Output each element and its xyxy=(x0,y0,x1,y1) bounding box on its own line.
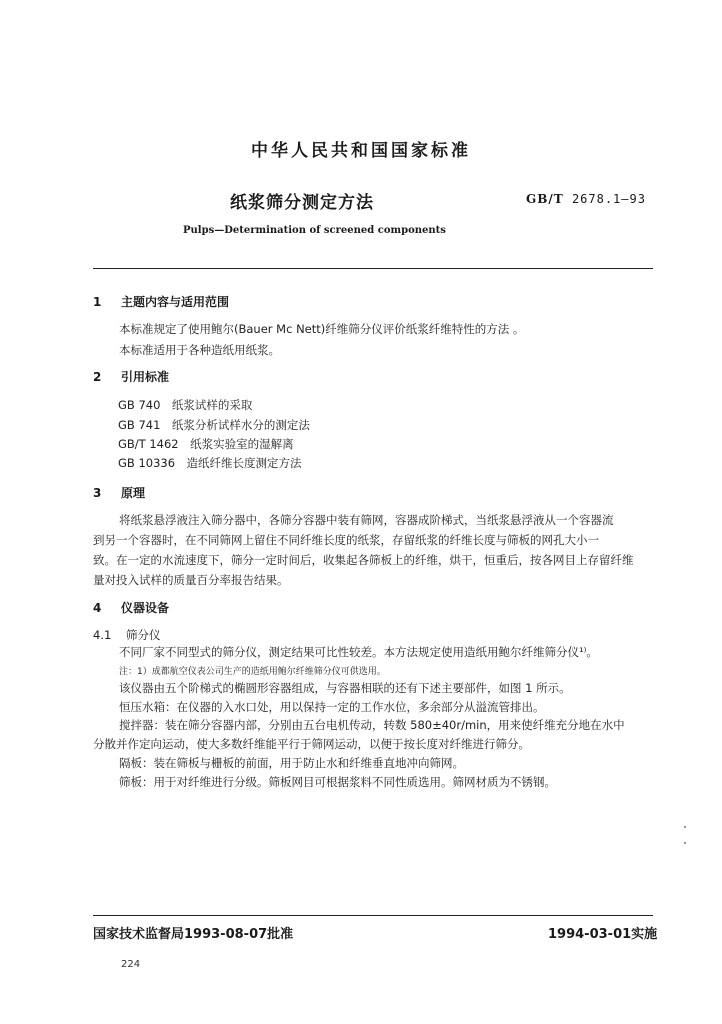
section-4-line: 搅拌器：装在筛分容器内部，分别由五台电机传动，转数 580±40r/min，用来使纤维充分地在水中 xyxy=(119,718,625,732)
section-4-line: 不同厂家不同型式的筛分仪，测定结果可比性较差。本方法规定使用造纸用鲍尔纤维筛分仪¹⁾。 xyxy=(119,645,598,659)
section-3-line: 将纸浆悬浮液注入筛分器中，各筛分容器中装有筛网，容器成阶梯式，当纸浆悬浮液从一个容器流 xyxy=(119,513,614,527)
section-1-paragraph-2: 本标准适用于各种造纸用纸浆。 xyxy=(119,343,280,357)
reference-item: GB/T 1462 纸浆实验室的湿解离 xyxy=(118,437,294,451)
page-number: 224 xyxy=(121,959,141,970)
footnote: 注：1）成都航空仪表公司生产的造纸用鲍尔纤维筛分仪可供选用。 xyxy=(119,667,386,677)
section-1-heading xyxy=(93,293,229,310)
document-title-cn: 纸浆筛分测定方法 xyxy=(230,193,374,213)
subsection-4-1-heading xyxy=(93,627,161,643)
section-3-line: 致。在一定的水流速度下，筛分一定时间后，收集起各筛板上的纤维，烘干，恒重后，按各网目上存留纤维 xyxy=(93,553,634,567)
section-2-heading xyxy=(93,368,169,385)
reference-item: GB 741 纸浆分析试样水分的测定法 xyxy=(118,418,310,432)
section-title: 原理 xyxy=(121,486,146,500)
code-number: 2678.1—93 xyxy=(571,192,646,206)
subsection-number: 4.1 xyxy=(93,628,112,642)
section-1-paragraph-1: 本标准规定了使用鲍尔(Bauer Mc Nett)纤维筛分仪评价纸浆纤维特性的方法 。 xyxy=(119,322,525,336)
section-number: 1 xyxy=(93,295,102,309)
section-3-line: 量对投入试样的质量百分率报告结果。 xyxy=(93,573,289,587)
scan-speck xyxy=(684,826,686,828)
reference-item: GB 740 纸浆试样的采取 xyxy=(118,398,253,412)
subsection-title: 筛分仪 xyxy=(126,628,161,642)
document-title-en: Pulps—Determination of screened components xyxy=(183,225,446,236)
section-3-line: 到另一个容器时，在不同筛网上留住不同纤维长度的纸浆，存留纸浆的纤维长度与筛板的网孔大小一 xyxy=(93,533,599,547)
section-4-line: 筛板：用于对纤维进行分级。筛板网目可根据浆料不同性质选用。筛网材质为不锈钢。 xyxy=(119,775,556,789)
section-4-line: 恒压水箱：在仪器的入水口处，用以保持一定的工作水位，多余部分从溢流管排出。 xyxy=(119,700,545,714)
national-standard-heading: 中华人民共和国国家标准 xyxy=(251,141,471,161)
scan-speck xyxy=(684,842,686,844)
standard-code xyxy=(526,192,646,206)
code-prefix: GB/T xyxy=(526,192,564,206)
footer-divider xyxy=(93,915,653,916)
section-4-heading xyxy=(93,599,169,616)
section-4-line: 隔板：装在筛板与栅板的前面，用于防止水和纤维垂直地冲向筛网。 xyxy=(119,756,464,770)
section-title: 主题内容与适用范围 xyxy=(121,295,230,309)
section-number: 2 xyxy=(93,370,102,384)
section-4-line: 分散并作定向运动，使大多数纤维能平行于筛网运动，以便于按长度对纤维进行筛分。 xyxy=(93,737,530,751)
section-3-heading xyxy=(93,484,145,501)
implementation-date: 1994-03-01实施 xyxy=(548,927,658,942)
section-title: 仪器设备 xyxy=(121,601,170,615)
section-number: 3 xyxy=(93,486,102,500)
reference-item: GB 10336 造纸纤维长度测定方法 xyxy=(118,456,302,470)
approval-date: 国家技术监督局1993-08-07批准 xyxy=(93,927,294,942)
section-title: 引用标准 xyxy=(121,370,170,384)
header-divider xyxy=(93,268,653,269)
section-number: 4 xyxy=(93,601,102,615)
section-4-line: 该仪器由五个阶梯式的椭圆形容器组成，与容器相联的还有下述主要部件，如图 1 所示。 xyxy=(119,681,571,695)
